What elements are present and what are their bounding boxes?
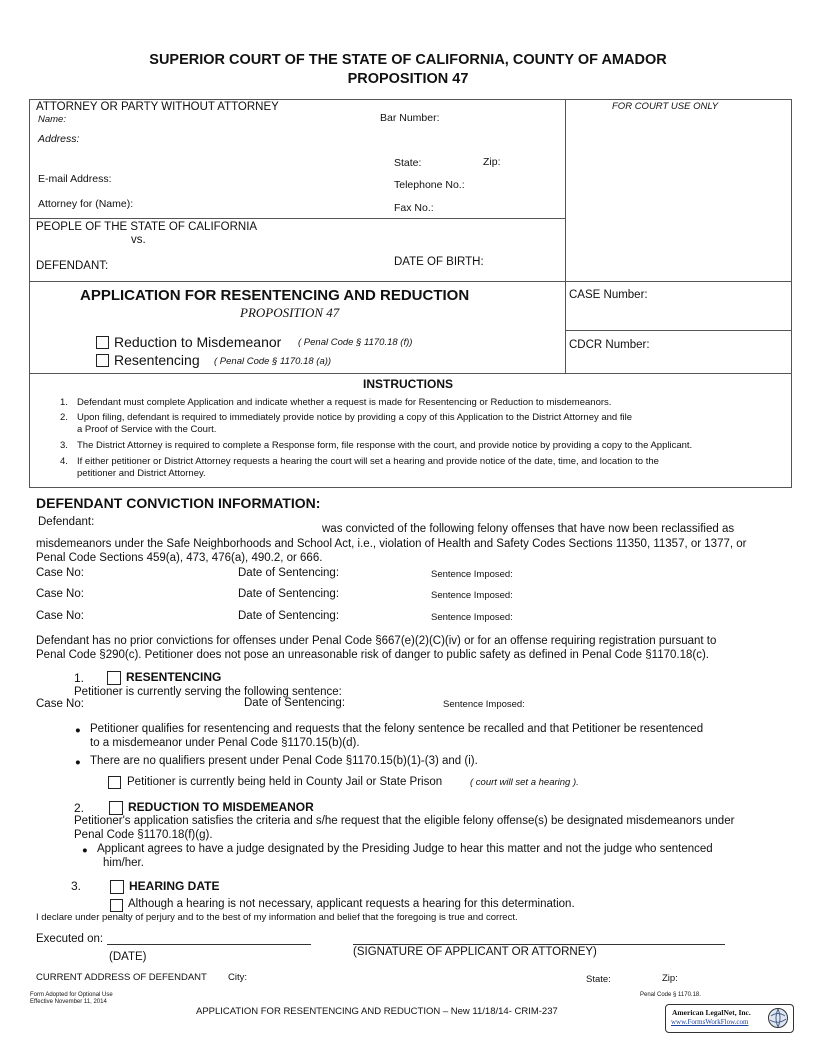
date-sentencing-label: Date of Sentencing:	[238, 588, 340, 600]
reduction-checkbox[interactable]	[96, 336, 109, 349]
serving-text: Petitioner is currently serving the following sentence:	[74, 686, 342, 698]
case-no-label: Case No:	[36, 567, 84, 579]
application-subtitle: PROPOSITION 47	[240, 305, 340, 320]
section3-number: 3.	[71, 879, 82, 893]
instruction-text: Upon filing, defendant is required to immediately provide notice by providing a copy of this Application to the District Attorney and file	[77, 412, 633, 423]
case-number-label: CASE Number:	[569, 289, 648, 301]
resentencing-section-checkbox[interactable]	[107, 671, 121, 685]
sentence-imposed-label: Sentence Imposed:	[431, 569, 513, 580]
address-zip-label: Zip:	[662, 973, 678, 984]
date-sentencing-label: Date of Sentencing:	[238, 610, 340, 622]
reduction-option-label: Reduction to Misdemeanor	[114, 334, 282, 350]
judge-text: Applicant agrees to have a judge designated by the Presiding Judge to hear this matter and not the judge who sentenced	[97, 843, 713, 855]
qualifies-text: Petitioner qualifies for resentencing and requests that the felony sentence be recalled and that Petitioner be resentenced	[90, 723, 704, 735]
conviction-text: Penal Code Sections 459(a), 473, 476(a), 490.2, or 666.	[36, 552, 323, 564]
form-adopted-text: Form Adopted for Optional Use	[30, 992, 113, 998]
logo-company: American LegalNet, Inc.	[672, 1008, 751, 1017]
globe-icon	[767, 1007, 789, 1029]
section1-sentence-label: Sentence Imposed:	[443, 699, 525, 710]
section2-title: REDUCTION TO MISDEMEANOR	[128, 800, 314, 814]
state-label: State:	[394, 157, 422, 169]
resentencing-option-label: Resentencing	[114, 352, 200, 368]
conviction-defendant-label: Defendant:	[38, 516, 95, 528]
instruction-num: 3.	[60, 440, 68, 451]
date-signature-line[interactable]	[107, 944, 311, 945]
signature-caption: (SIGNATURE OF APPLICANT OR ATTORNEY)	[353, 946, 597, 958]
instructions-divider	[29, 373, 792, 374]
case-divider	[565, 330, 792, 331]
court-title: SUPERIOR COURT OF THE STATE OF CALIFORNIA, COUNTY OF AMADOR	[149, 52, 667, 68]
declaration-text: I declare under penalty of perjury and to the best of my information and belief that the foregoing is true and correct.	[36, 912, 518, 923]
executed-on-label: Executed on:	[36, 933, 104, 945]
qualifies-text: to a misdemeanor under Penal Code §1170.15(b)(d).	[90, 737, 360, 749]
instruction-text: Defendant must complete Application and indicate whether a request is made for Resentencing or Reduction to misdemeanors.	[77, 397, 612, 408]
conviction-heading: DEFENDANT CONVICTION INFORMATION:	[36, 495, 321, 511]
defendant-label: DEFENDANT:	[36, 260, 109, 272]
zip-label: Zip:	[483, 156, 501, 168]
sentence-imposed-label: Sentence Imposed:	[431, 590, 513, 601]
telephone-label: Telephone No.:	[394, 179, 465, 191]
attorney-title: ATTORNEY OR PARTY WITHOUT ATTORNEY	[36, 101, 279, 113]
resentencing-code: ( Penal Code § 1170.18 (a))	[214, 356, 332, 367]
instruction-text: The District Attorney is required to complete a Response form, file response with the court, and provide notice by providing a copy to the Applicant.	[77, 440, 693, 451]
case-no-label: Case No:	[36, 610, 84, 622]
hearing-text: Although a hearing is not necessary, applicant requests a hearing for this determination.	[128, 898, 575, 910]
section2-number: 2.	[74, 801, 85, 815]
city-label: City:	[228, 972, 247, 983]
case-no-label: Case No:	[36, 588, 84, 600]
attorney-divider	[29, 218, 565, 219]
jail-note: ( court will set a hearing ).	[470, 777, 579, 788]
parties-divider	[29, 281, 792, 282]
dob-label: DATE OF BIRTH:	[394, 256, 484, 268]
signature-line[interactable]	[353, 944, 725, 945]
current-address-label: CURRENT ADDRESS OF DEFENDANT	[36, 972, 207, 983]
hearing-request-checkbox[interactable]	[110, 899, 123, 912]
cdcr-number-label: CDCR Number:	[569, 339, 650, 351]
instruction-text: a Proof of Service with the Court.	[77, 424, 217, 435]
legalnet-logo	[665, 1004, 794, 1033]
logo-website: www.FormsWorkFlow.com	[671, 1018, 749, 1026]
bullet-icon: ●	[75, 757, 81, 768]
section2-text: Petitioner's application satisfies the criteria and s/he request that the eligible felony offense(s) be designated misdemeanors under	[74, 815, 735, 827]
bullet-icon: ●	[75, 725, 81, 736]
jail-checkbox[interactable]	[108, 776, 121, 789]
section1-title: RESENTENCING	[126, 670, 222, 684]
no-qualifiers-text: There are no qualifiers present under Penal Code §1170.15(b)(1)-(3) and (i).	[90, 755, 478, 767]
reduction-section-checkbox[interactable]	[109, 801, 123, 815]
prior-convictions-text: Penal Code §290(c). Petitioner does not pose an unreasonable risk of danger to public safety as defined in Penal Code §1170.18(c).	[36, 649, 709, 661]
court-use-divider	[565, 99, 566, 373]
section1-date-label: Date of Sentencing:	[244, 697, 346, 709]
instruction-num: 1.	[60, 397, 68, 408]
fax-label: Fax No.:	[394, 202, 434, 214]
reduction-code: ( Penal Code § 1170.18 (f))	[298, 337, 413, 348]
name-label: Name:	[38, 114, 66, 125]
prior-convictions-text: Defendant has no prior convictions for offenses under Penal Code §667(e)(2)(C)(iv) or for an offense requiring registration pursuant to	[36, 635, 717, 647]
form-subtitle: PROPOSITION 47	[347, 71, 469, 87]
instructions-title: INSTRUCTIONS	[363, 377, 453, 391]
form-effective-text: Effective November 11, 2014	[30, 999, 107, 1005]
instruction-num: 4.	[60, 456, 68, 467]
date-sentencing-label: Date of Sentencing:	[238, 567, 340, 579]
people-label: PEOPLE OF THE STATE OF CALIFORNIA	[36, 221, 258, 233]
address-label: Address:	[38, 133, 80, 145]
instruction-text: petitioner and District Attorney.	[77, 468, 206, 479]
section3-title: HEARING DATE	[129, 879, 220, 893]
section1-case-label: Case No:	[36, 698, 84, 710]
section1-number: 1.	[74, 671, 85, 685]
section2-text: Penal Code §1170.18(f)(g).	[74, 829, 213, 841]
court-use-label: FOR COURT USE ONLY	[612, 101, 719, 112]
bullet-icon: ●	[82, 845, 88, 856]
resentencing-checkbox[interactable]	[96, 354, 109, 367]
vs-label: vs.	[131, 234, 146, 246]
footer-penal-code: Penal Code § 1170.18.	[640, 992, 701, 998]
address-state-label: State:	[586, 974, 611, 985]
instruction-text: If either petitioner or District Attorney requests a hearing the court will set a hearing and provide notice of the date, time, and location to the	[77, 456, 659, 467]
attorney-for-label: Attorney for (Name):	[38, 198, 134, 210]
application-title: APPLICATION FOR RESENTENCING AND REDUCTION	[80, 287, 470, 304]
date-caption: (DATE)	[109, 951, 147, 963]
footer-form-title: APPLICATION FOR RESENTENCING AND REDUCTION – New 11/18/14- CRIM-237	[196, 1006, 558, 1017]
email-label: E-mail Address:	[38, 173, 112, 185]
judge-text: him/her.	[103, 857, 144, 869]
conviction-text: misdemeanors under the Safe Neighborhoods and School Act, i.e., violation of Health and Safety Codes Sections 11350, 11357, or 1377, or	[36, 538, 747, 550]
jail-text: Petitioner is currently being held in County Jail or State Prison	[127, 776, 443, 788]
instruction-num: 2.	[60, 412, 68, 423]
sentence-imposed-label: Sentence Imposed:	[431, 612, 513, 623]
conviction-text: was convicted of the following felony offenses that have now been reclassified as	[322, 523, 735, 535]
bar-number-label: Bar Number:	[380, 112, 440, 124]
hearing-date-checkbox[interactable]	[110, 880, 124, 894]
